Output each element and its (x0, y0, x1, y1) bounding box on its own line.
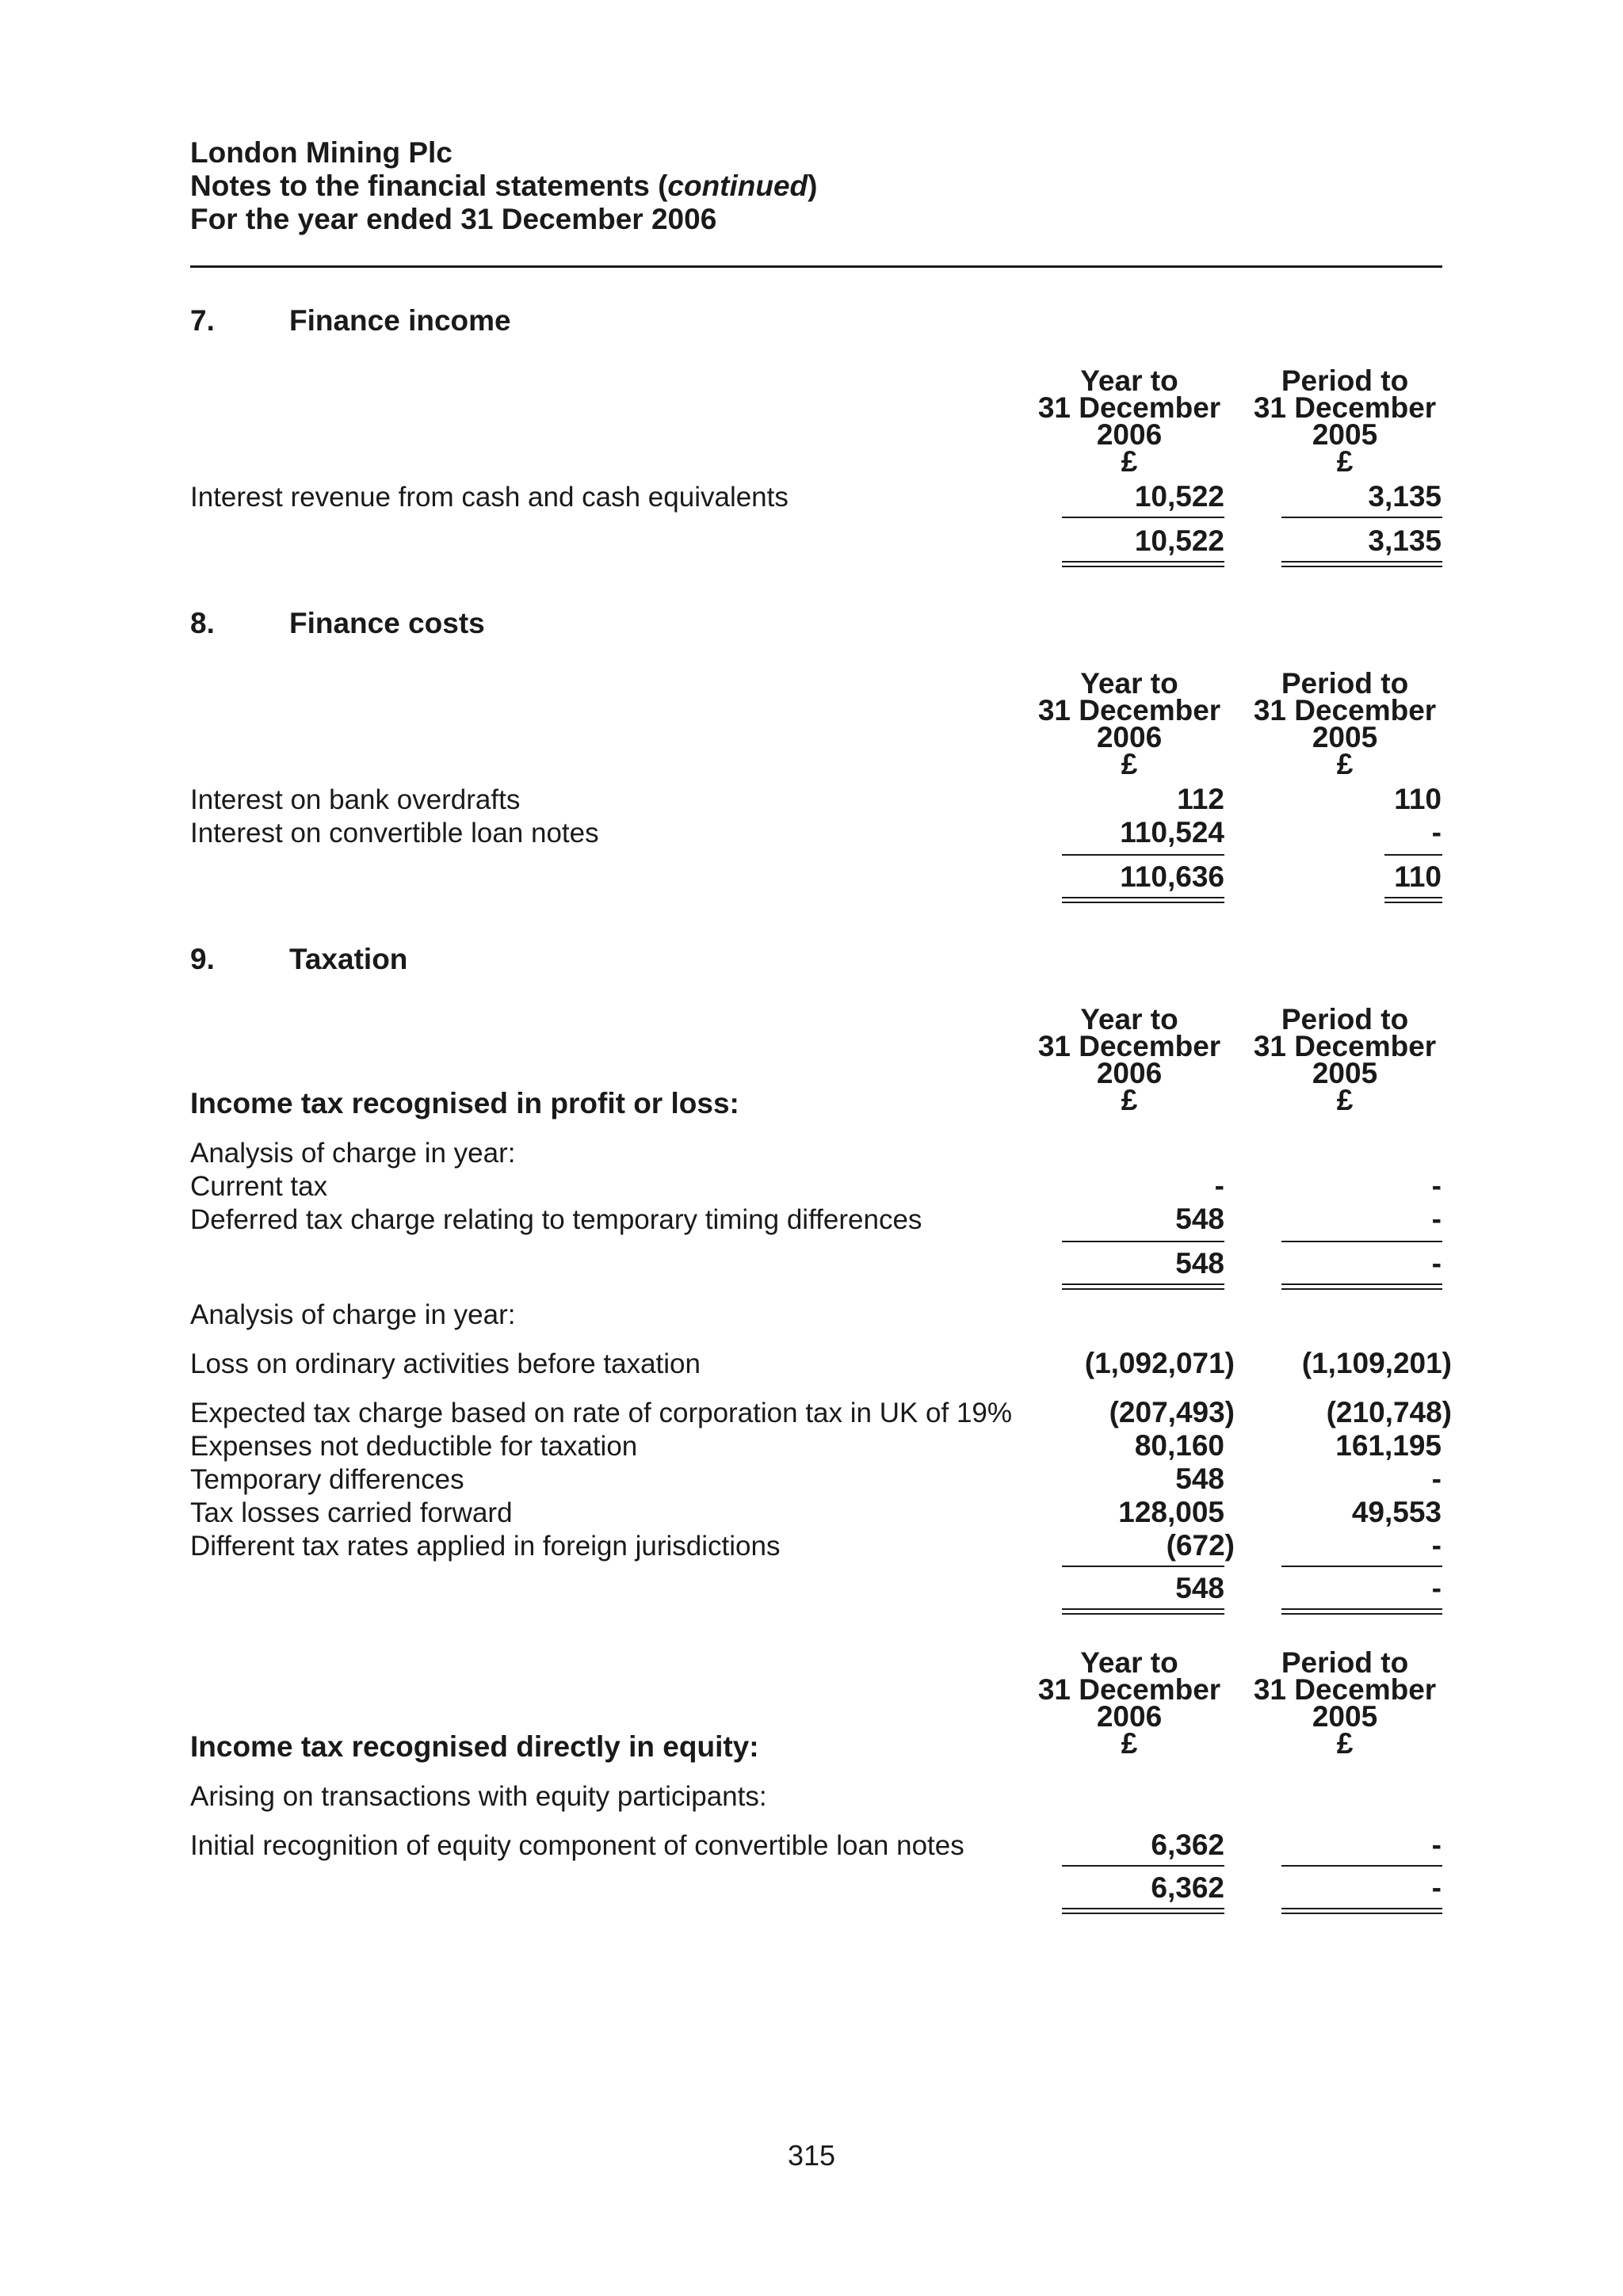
arising-label: Arising on transactions with equity participants: (190, 1781, 767, 1812)
expenses-2005: 161,195 (1335, 1429, 1442, 1462)
analysis-label-2: Analysis of charge in year: (190, 1299, 516, 1330)
profit-loss-total-2005: - (1431, 1247, 1442, 1280)
rule (1281, 561, 1442, 563)
rule (1062, 1913, 1224, 1914)
sec8-total-2005: 110 (1394, 860, 1442, 893)
tax-losses-2005: 49,553 (1351, 1496, 1442, 1528)
rule (1062, 517, 1224, 518)
rule (1062, 1241, 1224, 1242)
rule (1062, 1865, 1224, 1867)
deferred-tax-label: Deferred tax charge relating to temporary timing differences (190, 1204, 922, 1235)
profit-loss-total-2006: 548 (1175, 1247, 1224, 1280)
rule (1281, 1608, 1442, 1610)
sec7-row-value-2006: 10,522 (1134, 480, 1224, 513)
sec7-column-head-2005: Period to 31 December 2005 £ (1253, 364, 1437, 478)
foreign-rates-2005: - (1431, 1529, 1442, 1562)
sec7-row-value-2005: 3,135 (1368, 480, 1442, 513)
deferred-tax-2006: 548 (1175, 1203, 1224, 1235)
equity-component-2006: 6,362 (1151, 1829, 1224, 1861)
temporary-differences-label: Temporary differences (190, 1464, 464, 1495)
sec9-column-head-2005: Period to 31 December 2005 £ (1253, 1003, 1437, 1116)
rule (1281, 1566, 1442, 1567)
rule (1281, 1908, 1442, 1909)
sec8-row-value-2006: 112 (1177, 783, 1224, 815)
section-9-title: Taxation (289, 943, 408, 975)
rule (1384, 902, 1442, 903)
rule (1281, 1241, 1442, 1242)
rule (1062, 1283, 1224, 1285)
rule (1062, 902, 1224, 903)
analysis-label: Analysis of charge in year: (190, 1138, 516, 1169)
sec8-row-value-2005: 110 (1394, 783, 1442, 815)
rule (1062, 897, 1224, 898)
expected-tax-label: Expected tax charge based on rate of corporation tax in UK of 19% (190, 1398, 1013, 1428)
expected-tax-2005: (210,748) (1326, 1396, 1452, 1428)
rule (1281, 517, 1442, 518)
equity-total-2005: - (1431, 1871, 1442, 1904)
loss-before-tax-2006: (1,092,071) (1084, 1347, 1235, 1379)
section-9-number: 9. (190, 943, 215, 975)
equity-component-label: Initial recognition of equity component of convertible loan notes (190, 1830, 964, 1861)
tax-losses-2006: 128,005 (1118, 1496, 1224, 1528)
page-number: 315 (787, 2139, 836, 2172)
sec9-column-head-2006: Year to 31 December 2006 £ (1037, 1003, 1221, 1116)
notes-title: Notes to the financial statements (continued) (190, 170, 818, 202)
sec7-row-label: Interest revenue from cash and cash equivalents (190, 482, 789, 513)
header-rule (190, 265, 1442, 268)
section-8-title: Finance costs (289, 607, 485, 639)
expenses-label: Expenses not deductible for taxation (190, 1431, 638, 1462)
sec8-column-head-2006: Year to 31 December 2006 £ (1037, 667, 1221, 780)
equity-column-head-2006: Year to 31 December 2006 £ (1037, 1646, 1221, 1760)
rule (1062, 566, 1224, 567)
sec8-column-head-2005: Period to 31 December 2005 £ (1253, 667, 1437, 780)
rule (1062, 1908, 1224, 1909)
period-title: For the year ended 31 December 2006 (190, 203, 717, 235)
recon-total-2006: 548 (1175, 1572, 1224, 1604)
rule (1281, 1283, 1442, 1285)
sec7-total-2006: 10,522 (1134, 524, 1224, 557)
recon-total-2005: - (1431, 1572, 1442, 1604)
loss-before-tax-2005: (1,109,201) (1301, 1347, 1452, 1379)
rule (1281, 1865, 1442, 1867)
loss-before-tax-label: Loss on ordinary activities before taxation (190, 1348, 701, 1379)
rule (1281, 1288, 1442, 1290)
temporary-differences-2006: 548 (1175, 1463, 1224, 1495)
rule (1062, 854, 1224, 856)
rule (1062, 1288, 1224, 1290)
sec8-row-value-2006: 110,524 (1120, 816, 1224, 849)
rule (1062, 1566, 1224, 1567)
equity-total-2006: 6,362 (1151, 1871, 1224, 1904)
rule (1384, 897, 1442, 898)
page-header (190, 136, 817, 236)
section-7-title: Finance income (289, 304, 511, 337)
rule (1281, 566, 1442, 567)
rule (1281, 1613, 1442, 1615)
current-tax-2006: - (1214, 1169, 1224, 1202)
tax-losses-label: Tax losses carried forward (190, 1497, 513, 1528)
temporary-differences-2005: - (1431, 1463, 1442, 1495)
equity-heading: Income tax recognised directly in equity: (190, 1730, 759, 1763)
sec7-total-2005: 3,135 (1368, 524, 1442, 557)
company-name: London Mining Plc (190, 136, 453, 169)
expenses-2006: 80,160 (1134, 1429, 1224, 1462)
sec8-row-label: Interest on convertible loan notes (190, 818, 599, 849)
profit-loss-heading: Income tax recognised in profit or loss: (190, 1087, 739, 1119)
rule (1062, 561, 1224, 563)
rule (1384, 854, 1442, 856)
expected-tax-2006: (207,493) (1109, 1396, 1235, 1428)
foreign-rates-label: Different tax rates applied in foreign jurisdictions (190, 1531, 781, 1562)
section-8-number: 8. (190, 607, 215, 639)
rule (1062, 1608, 1224, 1610)
current-tax-2005: - (1431, 1169, 1442, 1202)
sec8-row-value-2005: - (1431, 816, 1442, 849)
sec8-total-2006: 110,636 (1120, 860, 1224, 893)
rule (1062, 1613, 1224, 1615)
current-tax-label: Current tax (190, 1171, 328, 1202)
equity-column-head-2005: Period to 31 December 2005 £ (1253, 1646, 1437, 1760)
sec7-column-head-2006: Year to 31 December 2006 £ (1037, 364, 1221, 478)
foreign-rates-2006: (672) (1166, 1529, 1235, 1562)
rule (1281, 1913, 1442, 1914)
equity-component-2005: - (1431, 1829, 1442, 1861)
section-7-number: 7. (190, 304, 215, 337)
sec8-row-label: Interest on bank overdrafts (190, 784, 521, 815)
deferred-tax-2005: - (1431, 1203, 1442, 1235)
